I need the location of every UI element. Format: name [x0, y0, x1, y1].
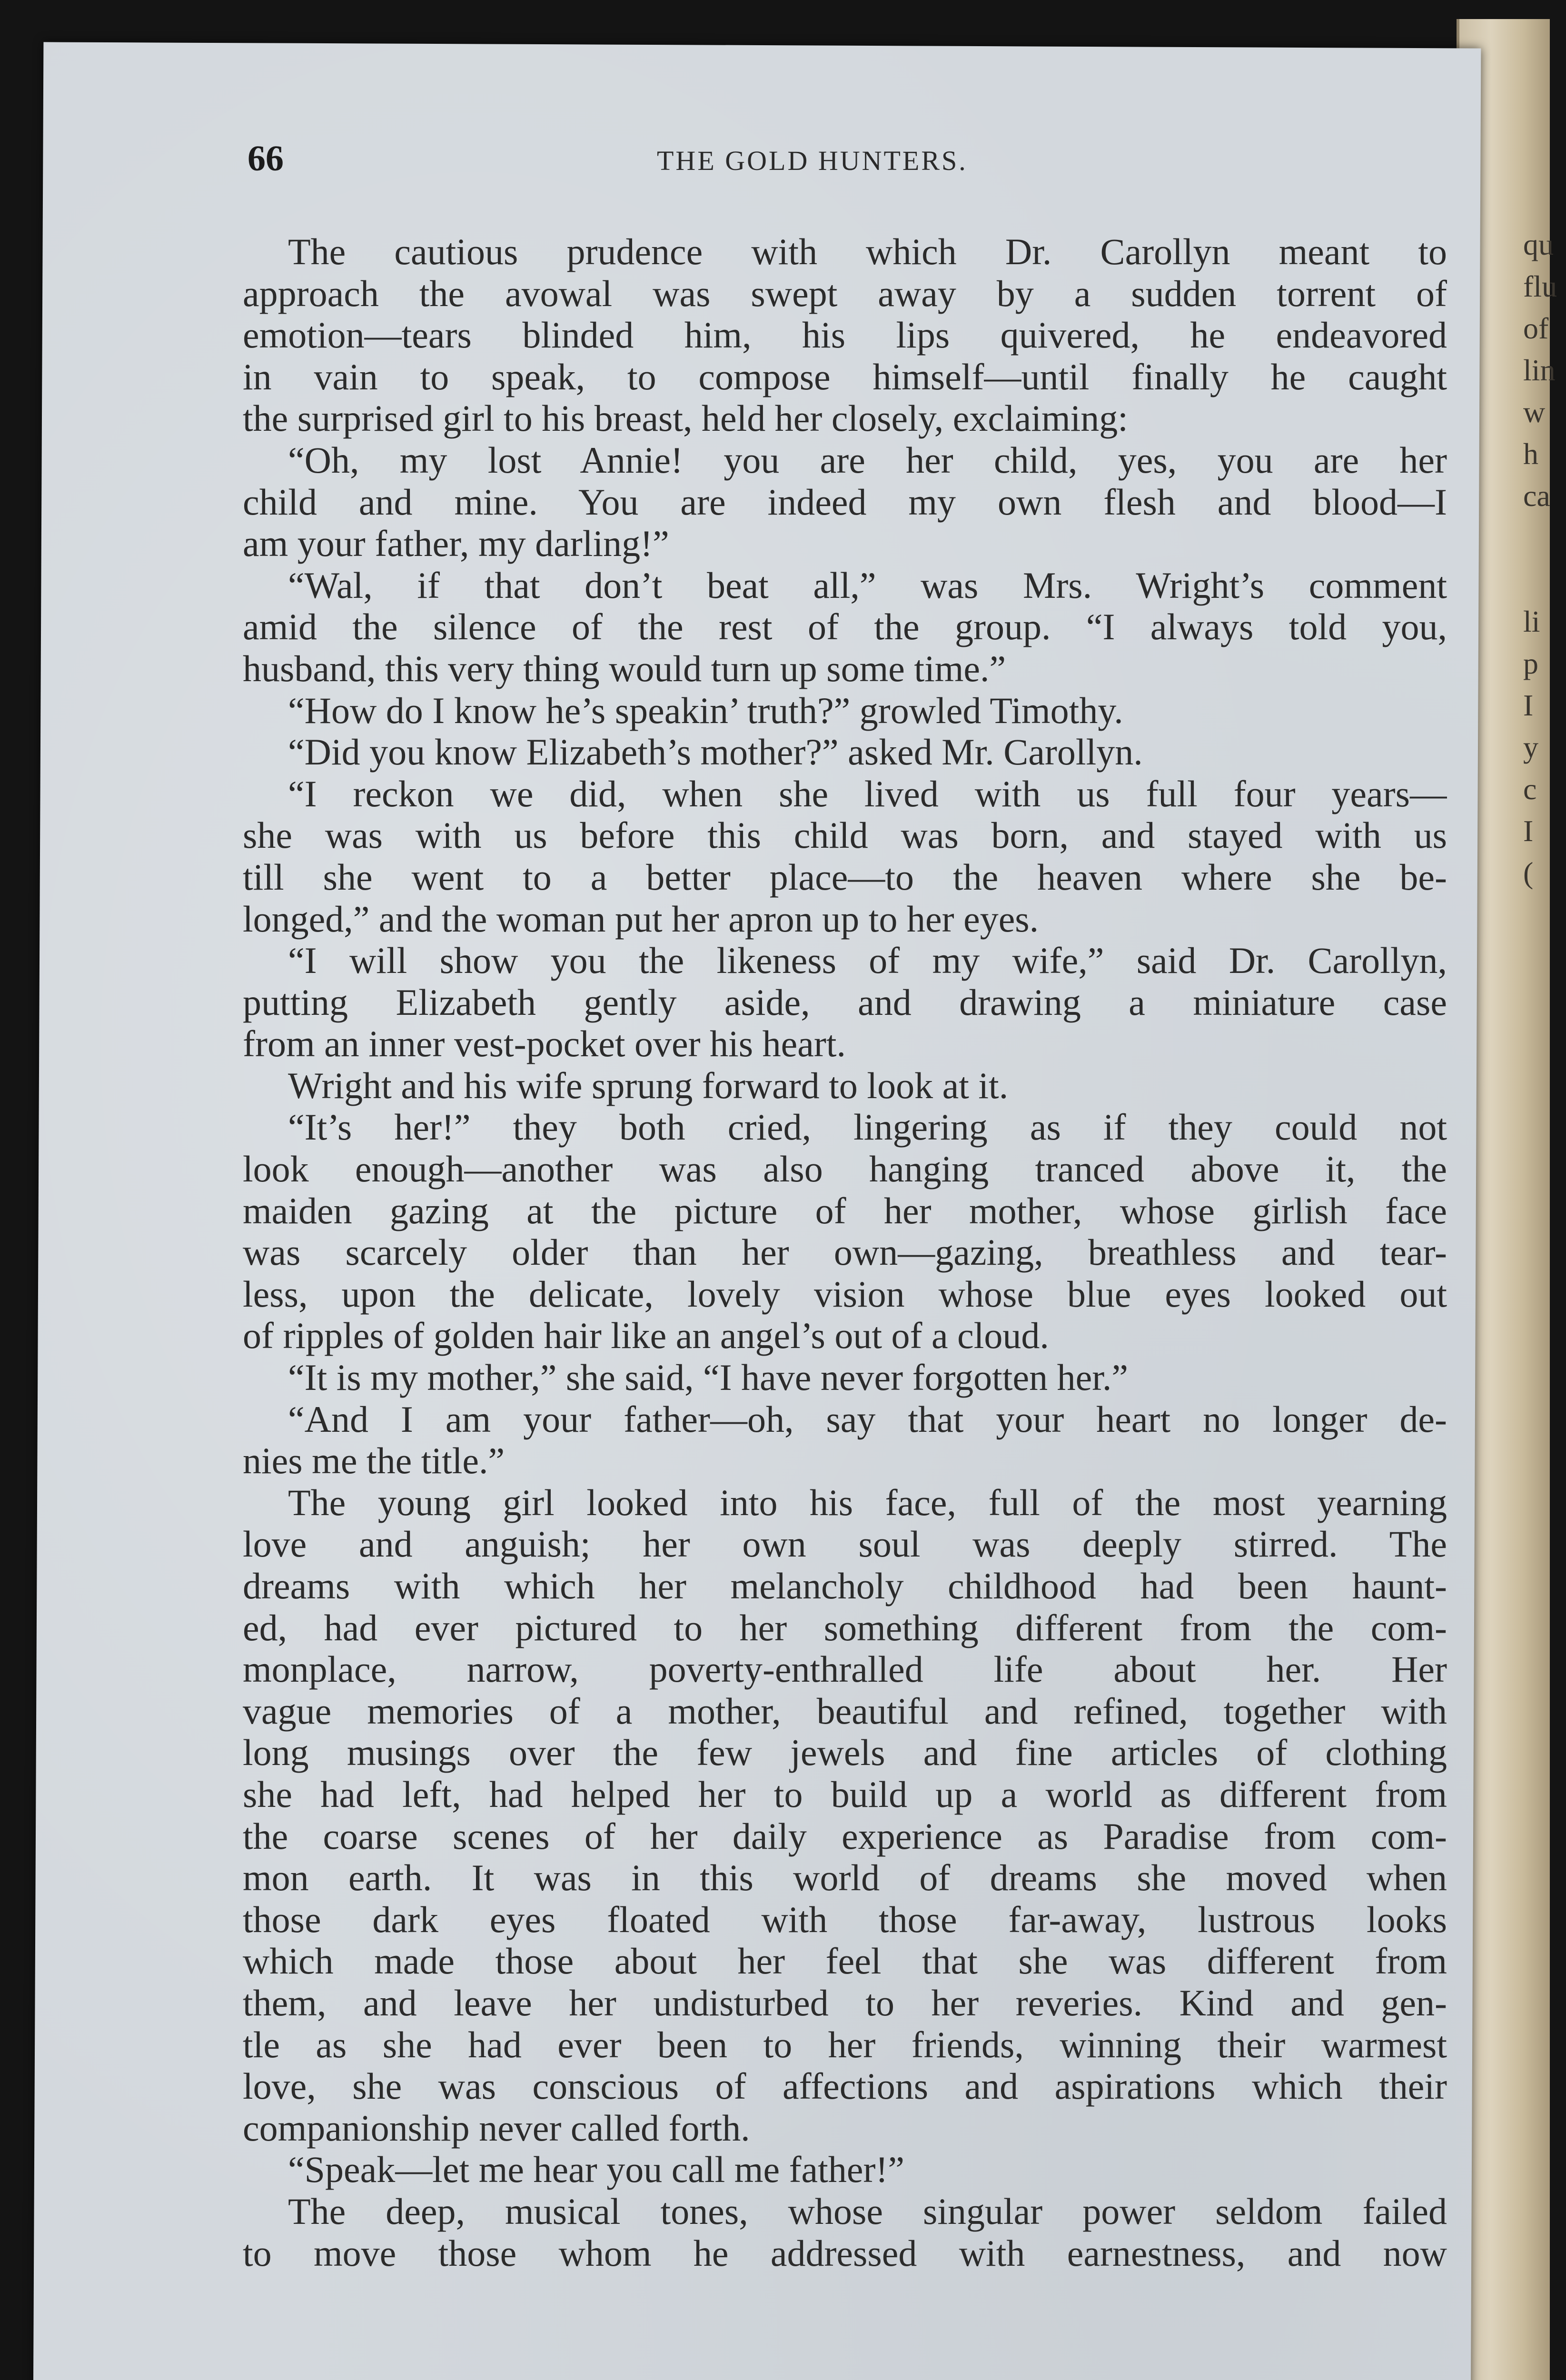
facing-page-fragment: I — [1523, 814, 1534, 848]
text-line: she had left, had helped her to build up a world as different from — [243, 1773, 1447, 1815]
text-line: from an inner vest-pocket over his heart. — [243, 1023, 846, 1065]
text-line: to move those whom he addressed with earnestness, and now — [243, 2232, 1447, 2274]
facing-page-fragment: c — [1523, 772, 1537, 806]
text-line: maiden gazing at the picture of her mother, whose girlish face — [243, 1190, 1447, 1231]
text-line: emotion—tears blinded him, his lips quivered, he endeavored — [243, 314, 1447, 356]
facing-page-fragment: I — [1523, 688, 1534, 722]
text-line: vague memories of a mother, beautiful and refined, together with — [243, 1690, 1447, 1732]
text-line: mon earth. It was in this world of dreams she moved when — [243, 1857, 1447, 1899]
text-line: The cautious prudence with which Dr. Carollyn meant to — [288, 231, 1447, 272]
text-line: she was with us before this child was born, and stayed with us — [243, 814, 1447, 856]
text-line: love, she was conscious of affections and aspirations which their — [243, 2065, 1447, 2107]
text-line: the coarse scenes of her daily experience as Paradise from com- — [243, 1815, 1447, 1857]
text-line: “Speak—let me hear you call me father!” — [288, 2149, 905, 2191]
text-line: look enough—another was also hanging tranced above it, the — [243, 1148, 1447, 1190]
facing-page-fragment: of — [1523, 311, 1549, 345]
text-line: love and anguish; her own soul was deeply stirred. The — [243, 1523, 1447, 1565]
text-line: “I reckon we did, when she lived with us full four years— — [288, 773, 1447, 814]
page-number: 66 — [248, 139, 284, 178]
page-header — [248, 138, 1447, 186]
facing-page-fragment: w — [1523, 395, 1546, 429]
text-line: dreams with which her melancholy childhood had been haunt- — [243, 1565, 1447, 1606]
facing-page-fragment: qu — [1523, 228, 1554, 261]
text-line: am your father, my darling!” — [243, 523, 669, 565]
text-line: “It is my mother,” she said, “I have never forgotten her.” — [288, 1357, 1128, 1398]
text-line: less, upon the delicate, lovely vision whose blue eyes looked out — [243, 1273, 1447, 1315]
text-line: “And I am your father—oh, say that your heart no longer de- — [288, 1398, 1447, 1440]
text-line: “I will show you the likeness of my wife,” said Dr. Carollyn, — [288, 940, 1447, 982]
text-line: “Wal, if that don’t beat all,” was Mrs. Wright’s comment — [288, 564, 1447, 606]
text-line: putting Elizabeth gently aside, and drawing a miniature case — [243, 981, 1447, 1023]
text-line: nies me the title.” — [243, 1440, 505, 1482]
facing-page-fragment: p — [1523, 646, 1538, 680]
facing-page-fragment: flu — [1523, 269, 1557, 303]
facing-page-fragment: ( — [1523, 856, 1534, 890]
facing-page-fragment: lin — [1523, 353, 1556, 387]
text-line: “It’s her!” they both cried, lingering as if they could not — [288, 1106, 1447, 1148]
text-line: Wright and his wife sprung forward to look at it. — [288, 1064, 1009, 1106]
text-line: long musings over the few jewels and fine articles of clothing — [243, 1732, 1447, 1774]
text-line: The deep, musical tones, whose singular power seldom failed — [288, 2190, 1447, 2232]
facing-page-fragment: li — [1523, 605, 1540, 638]
text-line: monplace, narrow, poverty-enthralled life about her. Her — [243, 1648, 1447, 1690]
text-line: in vain to speak, to compose himself—until finally he caught — [243, 356, 1447, 397]
text-line: The young girl looked into his face, full of the most yearning — [288, 1481, 1447, 1523]
text-line: amid the silence of the rest of the group. “I always told you, — [243, 606, 1447, 648]
facing-page-fragment: y — [1523, 730, 1538, 764]
facing-page-fragment — [1523, 517, 1561, 559]
text-line: “Did you know Elizabeth’s mother?” asked Mr. Carollyn. — [288, 731, 1143, 773]
text-line: of ripples of golden hair like an angel’s out of a cloud. — [243, 1315, 1049, 1357]
text-line: which made those about her feel that she was different from — [243, 1940, 1447, 1982]
text-line: “How do I know he’s speakin’ truth?” growled Timothy. — [288, 689, 1123, 731]
text-line: husband, this very thing would turn up some time.” — [243, 647, 1006, 689]
text-line: ed, had ever pictured to her something different from the com- — [243, 1606, 1447, 1648]
facing-page-fragment — [1523, 559, 1561, 601]
running-head: THE GOLD HUNTERS. — [657, 145, 968, 176]
text-line: longed,” and the woman put her apron up to her eyes. — [243, 898, 1039, 940]
facing-page-fragment: h — [1523, 437, 1538, 471]
facing-page-fragment: ca — [1523, 479, 1550, 513]
text-line: child and mine. You are indeed my own flesh and blood—I — [243, 481, 1447, 523]
body-text — [243, 231, 1447, 2274]
text-line: the surprised girl to his breast, held her closely, exclaiming: — [243, 397, 1128, 439]
text-line: them, and leave her undisturbed to her reveries. Kind and gen- — [243, 1982, 1447, 2023]
facing-page-text-fragment — [1523, 224, 1561, 894]
text-line: till she went to a better place—to the heaven where she be- — [243, 856, 1447, 898]
text-line: “Oh, my lost Annie! you are her child, yes, you are her — [288, 439, 1447, 481]
text-line: approach the avowal was swept away by a sudden torrent of — [243, 272, 1447, 314]
text-line: those dark eyes floated with those far-away, lustrous looks — [243, 1898, 1447, 1940]
text-line: was scarcely older than her own—gazing, breathless and tear- — [243, 1231, 1447, 1273]
text-line: companionship never called forth. — [243, 2107, 750, 2149]
text-line: tle as she had ever been to her friends, winning their warmest — [243, 2023, 1447, 2065]
